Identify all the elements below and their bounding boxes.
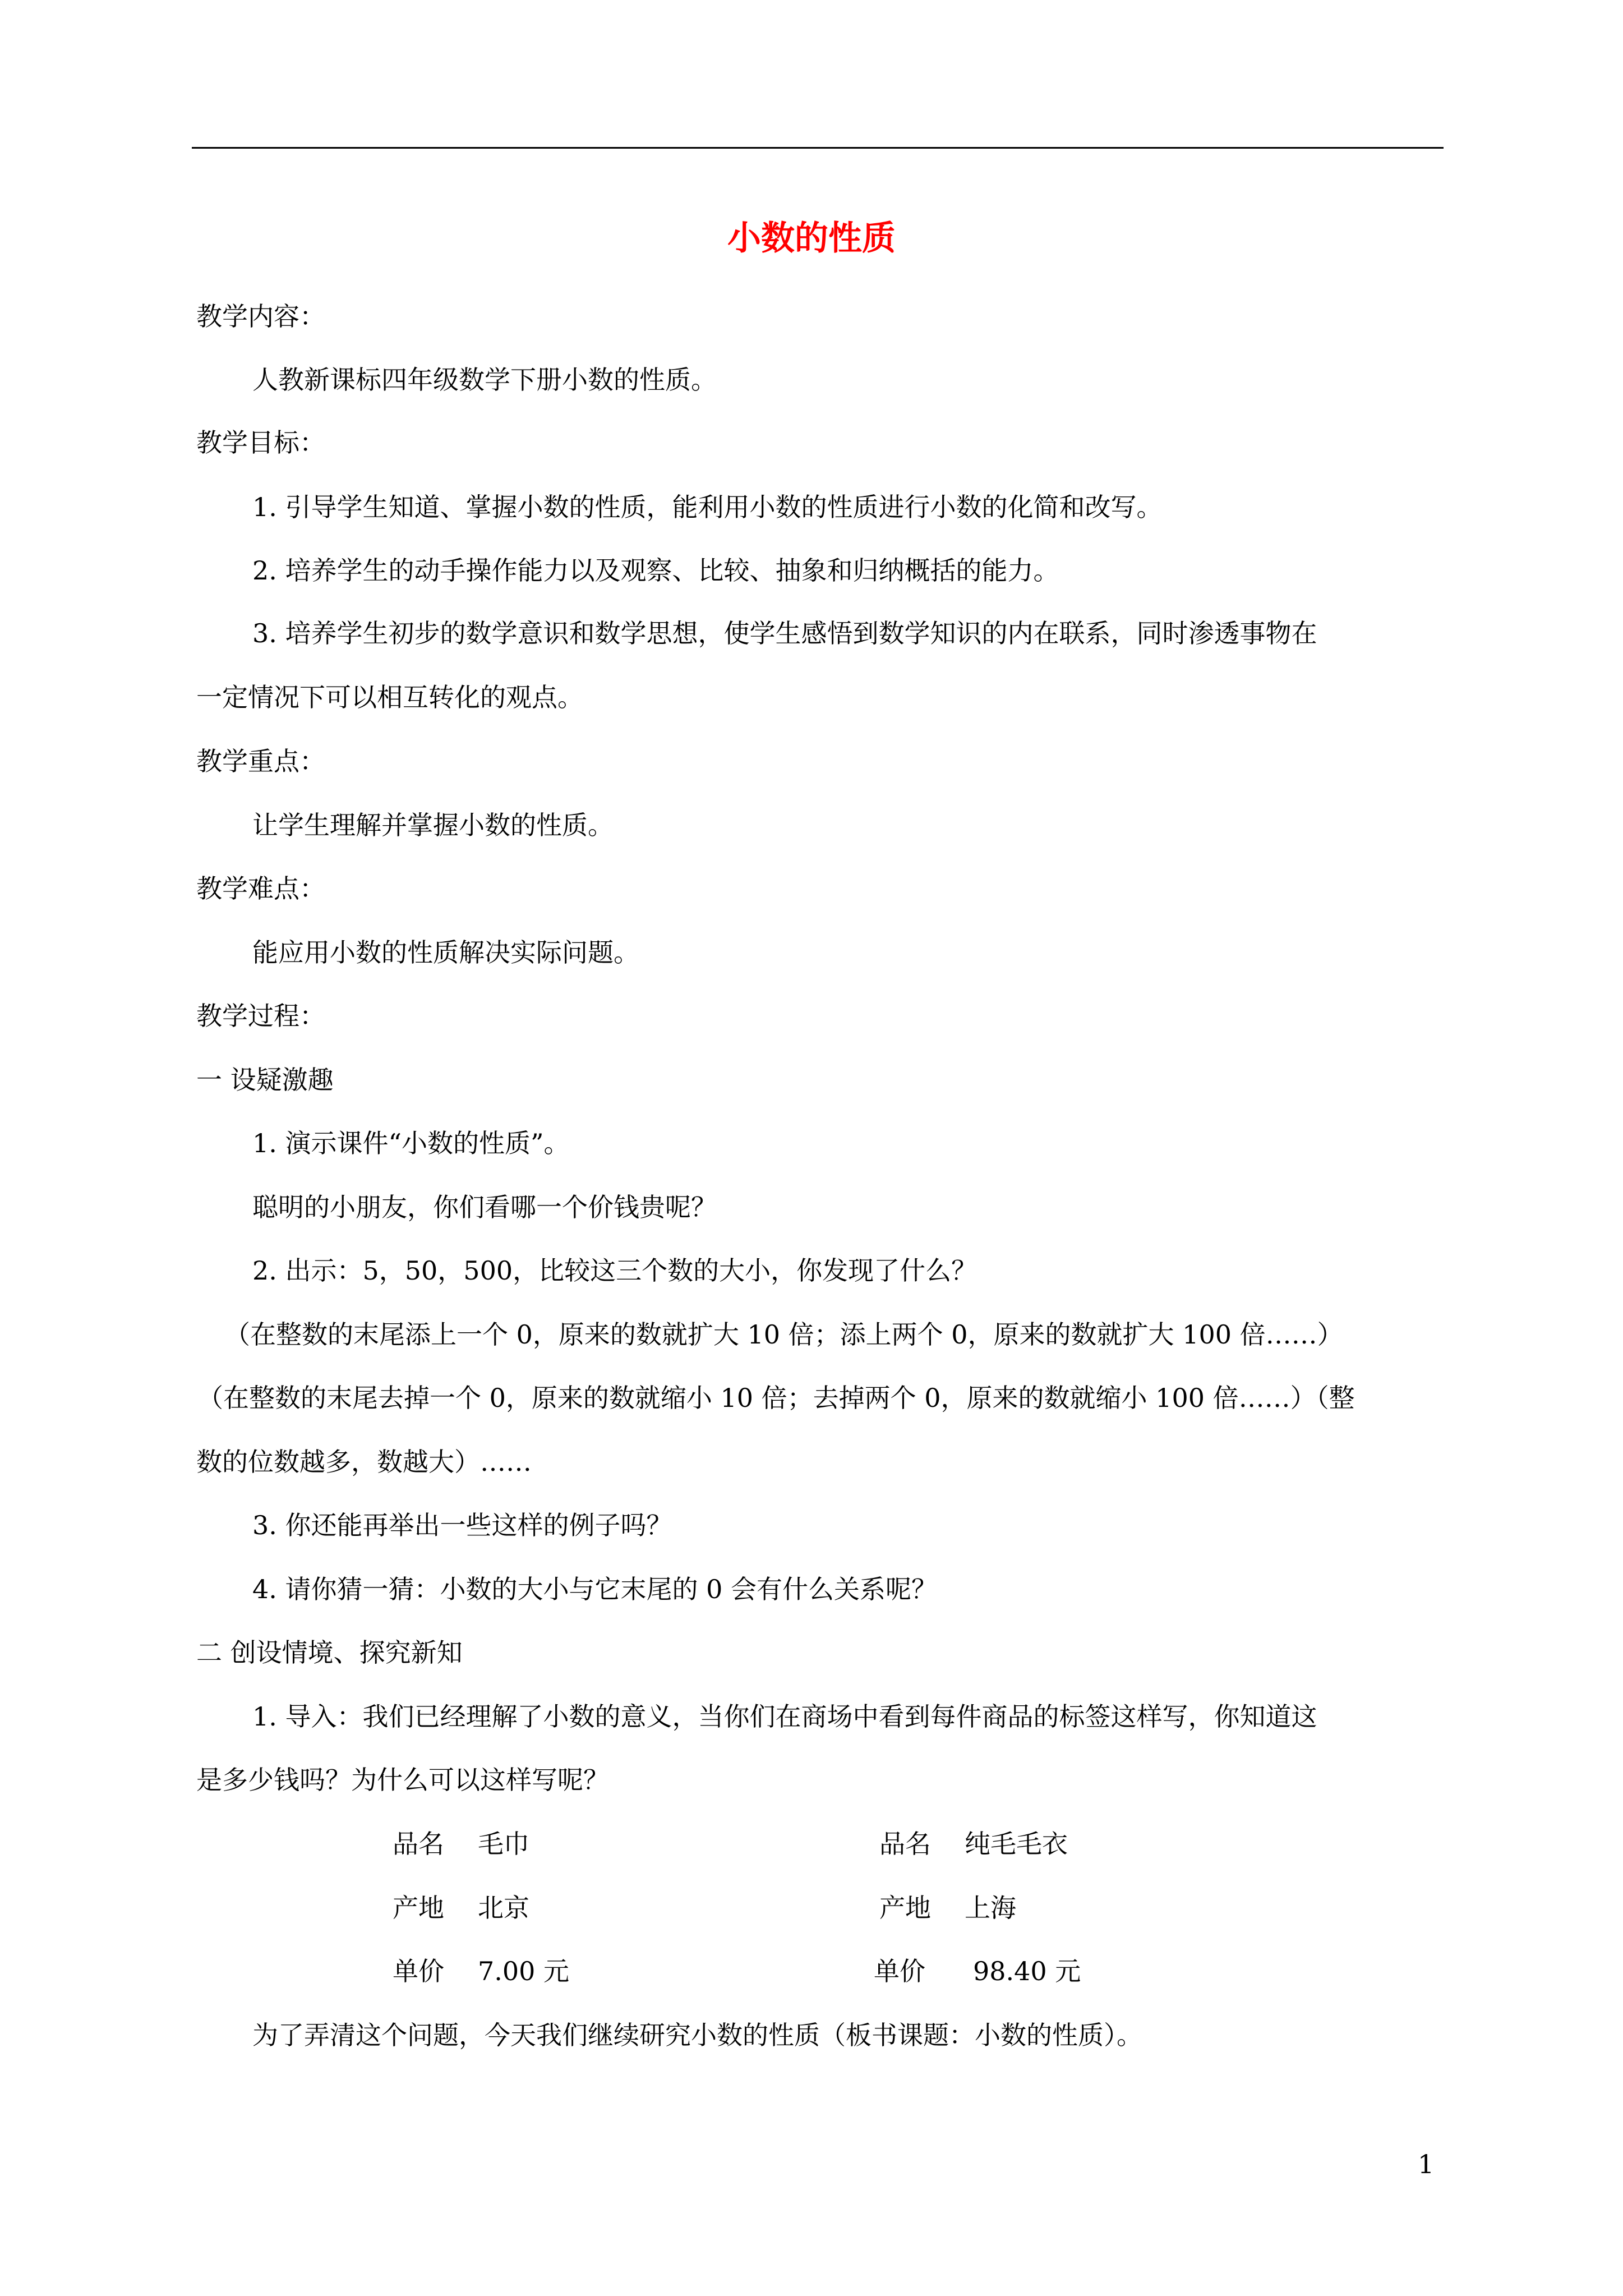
label-value: 7.00 元 [478,1956,570,1986]
goal-item: 1. 引导学生知道、掌握小数的性质，能利用小数的性质进行小数的化简和改写。 [252,492,1163,522]
label-value: 纯毛毛衣 [965,1829,1068,1859]
label-value: 毛巾 [478,1829,529,1859]
paragraph: 聪明的小朋友，你们看哪一个价钱贵呢？ [252,1192,717,1222]
paragraph: （在整数的末尾添上一个 0，原来的数就扩大 10 倍；添上两个 0，原来的数就扩大 100 倍……） [224,1319,1343,1350]
page-number: 1 [1418,2149,1435,2179]
section-heading: 二 创设情境、探究新知 [196,1637,463,1668]
header-rule [192,147,1444,149]
goal-item: 3. 培养学生初步的数学意识和数学思想，使学生感悟到数学知识的内在联系，同时渗透事物在 [252,618,1317,648]
label-key: 产地 [879,1893,931,1923]
heading-difficulty: 教学难点： [196,873,325,904]
goal-item: 2. 培养学生的动手操作能力以及观察、比较、抽象和归纳概括的能力。 [252,555,1059,586]
paragraph: 数的位数越多，数越大）…… [196,1447,532,1477]
heading-teaching-goals: 教学目标： [196,427,325,458]
step-item-continued: 是多少钱吗？为什么可以这样写呢？ [196,1765,609,1795]
label-key: 单价 [393,1956,444,1986]
label-value: 上海 [965,1893,1016,1923]
step-item: 2. 出示：5，50，500，比较这三个数的大小，你发现了什么？ [252,1255,978,1286]
paragraph: 人教新课标四年级数学下册小数的性质。 [252,365,717,395]
heading-teaching-process: 教学过程： [196,1001,325,1031]
label-value: 北京 [478,1893,529,1923]
paragraph: 能应用小数的性质解决实际问题。 [252,937,639,968]
page-title: 小数的性质 [727,219,896,258]
label-key: 品名 [393,1829,444,1859]
label-key: 单价 [874,1956,925,1986]
step-item: 1. 导入：我们已经理解了小数的意义，当你们在商场中看到每件商品的标签这样写，你知道这 [252,1701,1317,1732]
label-value: 98.40 元 [973,1956,1081,1986]
paragraph: （在整数的末尾去掉一个 0，原来的数就缩小 10 倍；去掉两个 0，原来的数就缩小 100 倍……）（整 [197,1383,1355,1413]
label-key: 品名 [879,1829,931,1859]
step-item: 4. 请你猜一猜：小数的大小与它末尾的 0 会有什么关系呢？ [252,1574,938,1604]
goal-item-continued: 一定情况下可以相互转化的观点。 [196,682,583,712]
label-key: 产地 [393,1893,444,1923]
step-item: 1. 演示课件“小数的性质”。 [252,1128,570,1158]
heading-key-point: 教学重点： [196,746,325,776]
step-item: 3. 你还能再举出一些这样的例子吗？ [252,1510,672,1540]
section-heading: 一 设疑激趣 [196,1065,334,1095]
paragraph: 为了弄清这个问题，今天我们继续研究小数的性质（板书课题：小数的性质）。 [252,2020,1142,2050]
paragraph: 让学生理解并掌握小数的性质。 [252,810,614,840]
heading-teaching-content: 教学内容： [196,301,325,332]
